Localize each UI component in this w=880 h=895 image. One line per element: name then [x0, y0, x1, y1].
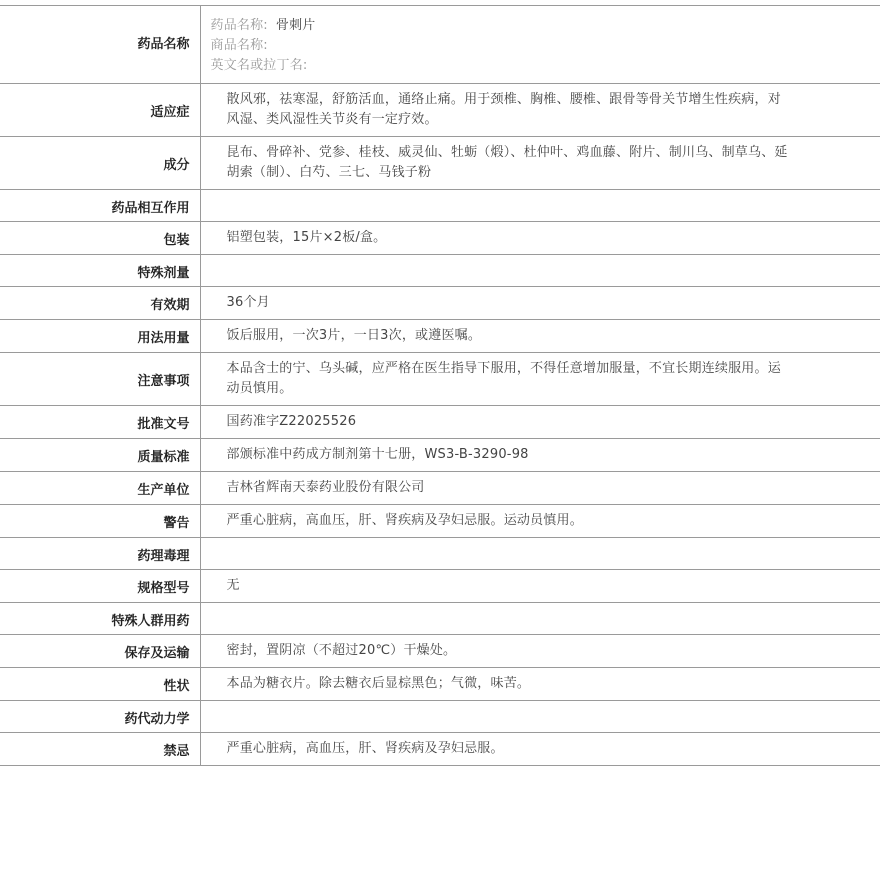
generic-name-label: 药品名称:	[210, 18, 268, 33]
row-value	[200, 701, 880, 733]
row-value: 本品含士的宁、乌头碱，应严格在医生指导下服用，不得任意增加服量，不宜长期连续服用。运动员慎用。	[200, 353, 880, 406]
row-value: 部颁标准中药成方制剂第十七册，WS3-B-3290-98	[200, 439, 880, 472]
row-value: 严重心脏病，高血压，肝、肾疾病及孕妇忌服。运动员慎用。	[200, 505, 880, 538]
table-row-pharmacokinetics	[0, 701, 880, 733]
row-label: 禁忌	[0, 733, 200, 766]
row-label: 用法用量	[0, 320, 200, 353]
row-value: 密封，置阴凉（不超过20℃）干燥处。	[200, 635, 880, 668]
table-row-approval-number	[0, 406, 880, 439]
table-row-ingredients	[0, 137, 880, 190]
drug-info-table	[0, 5, 880, 766]
table-row-specification	[0, 570, 880, 603]
row-value	[200, 190, 880, 222]
row-value: 严重心脏病，高血压，肝、肾疾病及孕妇忌服。	[200, 733, 880, 766]
table-row-contraindications	[0, 733, 880, 766]
trade-name-line	[211, 36, 871, 56]
row-label: 特殊剂量	[0, 255, 200, 287]
english-name-line	[211, 56, 871, 76]
table-row-interactions	[0, 190, 880, 222]
row-label: 药理毒理	[0, 538, 200, 570]
table-row-indications	[0, 84, 880, 137]
row-value: 36个月	[200, 287, 880, 320]
generic-name-line	[211, 16, 871, 36]
row-value: 国药准字Z22025526	[200, 406, 880, 439]
row-label: 包装	[0, 222, 200, 255]
table-row-packaging	[0, 222, 880, 255]
row-value	[200, 538, 880, 570]
row-label: 警告	[0, 505, 200, 538]
row-value: 铝塑包装，15片×2板/盒。	[200, 222, 880, 255]
table-row-manufacturer	[0, 472, 880, 505]
row-label: 成分	[0, 137, 200, 190]
table-row-dosage	[0, 320, 880, 353]
table-row-shelf-life	[0, 287, 880, 320]
trade-name-label: 商品名称:	[210, 38, 268, 53]
row-label: 适应症	[0, 84, 200, 137]
table-row-warning	[0, 505, 880, 538]
table-row-quality-standard	[0, 439, 880, 472]
table-row-drug-name	[0, 6, 880, 84]
row-label: 质量标准	[0, 439, 200, 472]
row-value: 散风邪，祛寒湿，舒筋活血，通络止痛。用于颈椎、胸椎、腰椎、跟骨等骨关节增生性疾病，对风湿、类风湿性关节炎有一定疗效。	[200, 84, 880, 137]
row-value: 吉林省辉南天泰药业股份有限公司	[200, 472, 880, 505]
row-value	[200, 603, 880, 635]
row-label: 有效期	[0, 287, 200, 320]
row-label: 保存及运输	[0, 635, 200, 668]
row-label: 生产单位	[0, 472, 200, 505]
row-value: 本品为糖衣片。除去糖衣后显棕黑色；气微，味苦。	[200, 668, 880, 701]
row-value: 饭后服用，一次3片，一日3次，或遵医嘱。	[200, 320, 880, 353]
table-row-special-dosage	[0, 255, 880, 287]
row-value: 无	[200, 570, 880, 603]
table-row-description	[0, 668, 880, 701]
table-row-precautions	[0, 353, 880, 406]
row-label: 注意事项	[0, 353, 200, 406]
row-label: 性状	[0, 668, 200, 701]
table-row-storage	[0, 635, 880, 668]
row-value	[200, 255, 880, 287]
table-row-special-populations	[0, 603, 880, 635]
generic-name-value: 骨刺片	[275, 18, 316, 33]
english-name-label: 英文名或拉丁名:	[210, 58, 308, 73]
row-label: 特殊人群用药	[0, 603, 200, 635]
row-label: 药品相互作用	[0, 190, 200, 222]
drug-name-cell	[200, 6, 880, 84]
row-label: 规格型号	[0, 570, 200, 603]
row-label: 批准文号	[0, 406, 200, 439]
row-label: 药品名称	[0, 6, 200, 84]
row-label: 药代动力学	[0, 701, 200, 733]
row-value: 昆布、骨碎补、党参、桂枝、威灵仙、牡蛎（煅）、杜仲叶、鸡血藤、附片、制川乌、制草乌、延胡索（制）、白芍、三七、马钱子粉	[200, 137, 880, 190]
table-row-pharmacology	[0, 538, 880, 570]
